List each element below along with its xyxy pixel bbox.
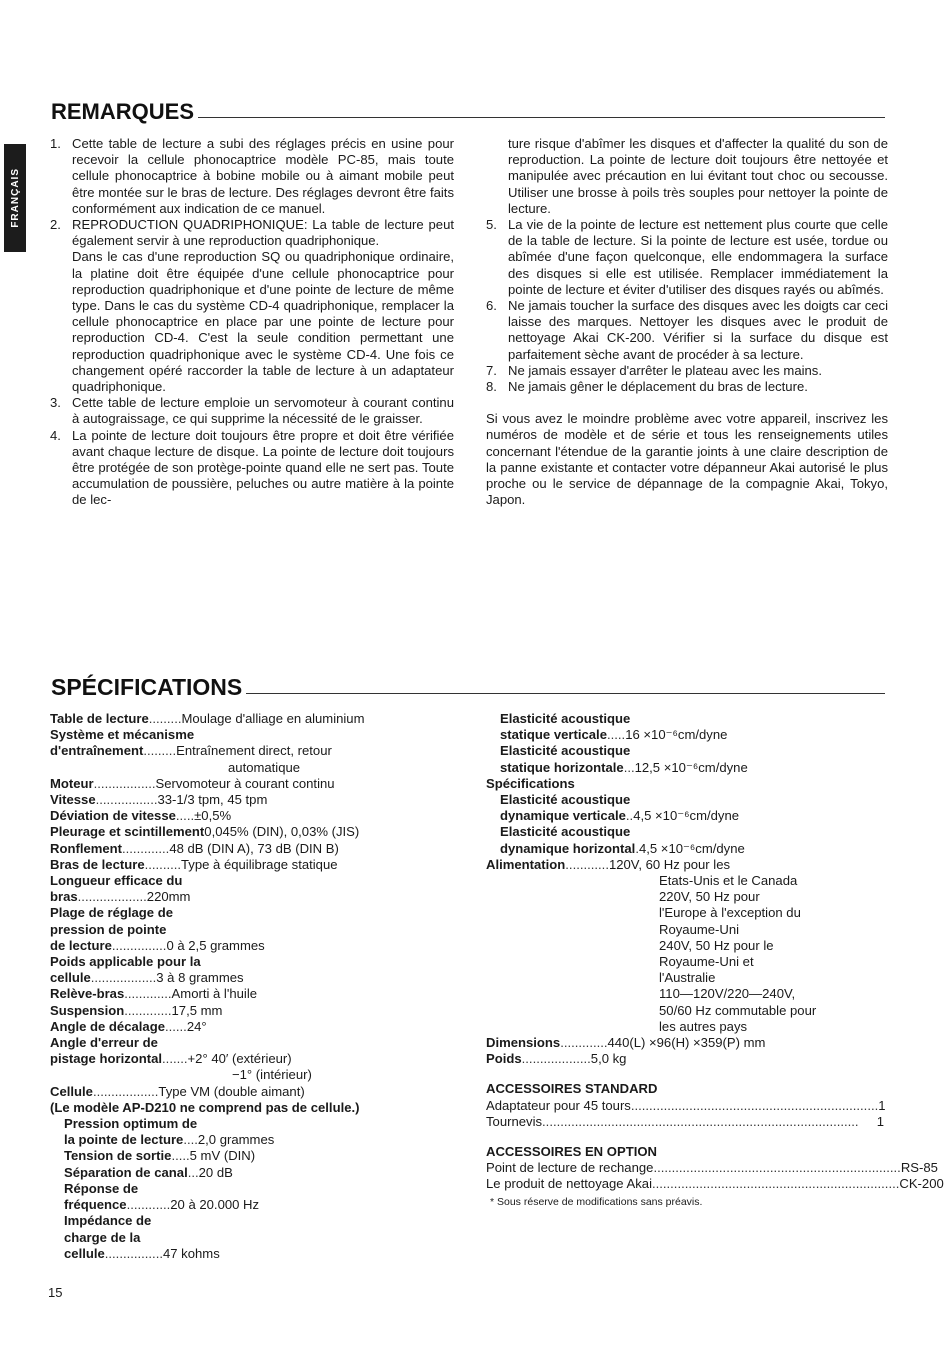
leader-dots: .................................................................... [651, 1176, 900, 1192]
spec-label: Elasticité acoustique [500, 743, 631, 759]
spec-value: automatique [228, 759, 301, 775]
remark-item [50, 136, 454, 217]
spec-row [50, 1148, 450, 1164]
spec-row [486, 824, 890, 840]
leader-dots: .................................................................... [630, 1097, 879, 1113]
spec-row [50, 776, 450, 792]
leader-dots: ... [187, 1164, 199, 1180]
spec-value: Etats-Unis et le Canada [659, 873, 798, 889]
spec-row [50, 857, 450, 873]
remark-continuation: ture risque d'abîmer les disques et d'affecter la qualité du son de reproduction. La pointe de lecture doit toujours être nettoyée et manipulée avec précaution en lui évitant tout choc ou secousse. Utiliser une brosse à poils très souples pour nettoyer la pointe de lecture. [508, 136, 888, 216]
spec-value: 12,5 ×10⁻⁶cm/dyne [634, 759, 748, 775]
spec-value: 0 à 2,5 grammes [166, 937, 265, 953]
specifications-title: SPÉCIFICATIONS [51, 674, 243, 700]
spec-row [486, 1019, 890, 1035]
spec-row [50, 922, 450, 938]
spec-row [50, 1181, 450, 1197]
spec-label: Suspension [50, 1002, 125, 1018]
spec-row [486, 727, 890, 743]
spec-value: Royaume-Uni et [659, 954, 754, 970]
warranty-note: Si vous avez le moindre problème avec votre appareil, inscrivez les numéros de modèle et de série et tous les renseignements utiles concernant l'étendue de la garantie joints à une claire description de la panne existante et contacter votre dépanneur Akai autorisé le plus proche ou le service de dépannage de la compagnie Akai, Tokyo, Japon. [486, 411, 888, 508]
spec-label: pression de pointe [50, 921, 167, 937]
spec-value: Type VM (double aimant) [158, 1083, 305, 1099]
spec-row [50, 1230, 450, 1246]
spec-value: 4,5 ×10⁻⁶cm/dyne [638, 840, 745, 856]
spec-row [50, 711, 450, 727]
spec-label: Bras de lecture [50, 856, 145, 872]
remark-text: Ne jamais toucher la surface des disques avec les doigts car ceci laisse des marques. Nettoyer les disques avec le produit de nettoyage Akai CK-200. Vérifier si la surface du disque est parfaitement sèche avant de procéder à sa lecture. [508, 298, 888, 362]
remarques-title: REMARQUES [51, 99, 195, 124]
spec-value: Type à équilibrage statique [181, 856, 338, 872]
spec-row [486, 1003, 890, 1019]
spec-note: (Le modèle AP-D210 ne comprend pas de cellule.) [50, 1099, 360, 1115]
spec-label: Angle de décalage [50, 1018, 165, 1034]
remark-continuation: Dans le cas d'une reproduction SQ ou quadriphonique ordinaire, la platine doit être équipée d'une cellule phonocaptrice pour reproduction quadriphonique et d'une pointe de lecture de même type. Dans le cas du système CD-4 quadriphonique, remplacer la cellule phonocaptrice en place par une pointe de lecture pour reproduction CD-4. C'est la seule condition permettant une reproduction quadriphonique avec le système CD-4. Une fois ce changement opéré raccorder la table de lecture à un adaptateur quadriphonique. [72, 249, 454, 395]
remark-item [486, 298, 888, 363]
accessory-value: 1 [876, 1113, 884, 1129]
accessory-value: CK-200 [899, 1176, 944, 1192]
spec-row [50, 1019, 450, 1035]
accessory-label: Adaptateur pour 45 tours [486, 1097, 631, 1113]
spec-row [50, 970, 450, 986]
spec-row [50, 1067, 450, 1083]
spec-row [50, 954, 450, 970]
leader-dots: .................. [90, 970, 157, 986]
leader-dots: ................... [77, 889, 147, 905]
spec-label: Impédance de [64, 1213, 152, 1229]
spec-label: la pointe de lecture [64, 1132, 184, 1148]
spec-row [50, 889, 450, 905]
spec-row [50, 1132, 450, 1148]
remark-number: 2. [50, 217, 61, 233]
remark-text: Cette table de lecture a subi des réglages précis en usine pour recevoir la cellule phonocaptrice modèle PC-85, mais toute cellule phonocaptrice à bobine mobile ou à aimant mobile peut être montée sur le bras de lecture. Des réglages devront être faits conformément aux indication de ce manuel. [72, 136, 454, 216]
spec-label: Poids applicable pour la [50, 954, 201, 970]
remark-item [486, 363, 888, 379]
spec-label: Système et mécanisme [50, 727, 195, 743]
remark-item [486, 379, 888, 395]
spec-label: Angle d'erreur de [50, 1035, 158, 1051]
spec-label: cellule [50, 970, 91, 986]
spec-value: 16 ×10⁻⁶cm/dyne [625, 727, 728, 743]
spec-row [486, 808, 890, 824]
spec-row [486, 938, 890, 954]
accessory-row [486, 1114, 884, 1130]
footnote: * Sous réserve de modifications sans préavis. [490, 1195, 703, 1208]
leader-dots: ................. [95, 792, 158, 808]
spec-value: 5,0 kg [590, 1051, 627, 1067]
leader-dots: ......... [143, 743, 177, 759]
leader-dots: ..... [606, 727, 626, 743]
leader-dots: ..... [175, 808, 195, 824]
spec-label: Plage de réglage de [50, 905, 173, 921]
spec-label: statique verticale [500, 727, 607, 743]
remark-number: 4. [50, 427, 61, 443]
spec-row [486, 857, 890, 873]
remark-number: 5. [486, 217, 497, 233]
spec-row [486, 970, 890, 986]
spec-value: 20 dB [198, 1164, 233, 1180]
remark-item [486, 217, 888, 298]
remark-number: 1. [50, 136, 61, 151]
spec-label: Séparation de canal [64, 1164, 188, 1180]
leader-dots: .. [625, 808, 634, 824]
spec-value: 2,0 grammes [197, 1132, 275, 1148]
spec-value: 5 mV (DIN) [189, 1148, 256, 1164]
leader-dots: ............. [124, 986, 172, 1002]
spec-row [486, 743, 890, 759]
accessory-label: Tournevis [486, 1113, 543, 1129]
spec-value: −1° (intérieur) [232, 1067, 312, 1083]
leader-dots: ............. [122, 840, 170, 856]
spec-label: Elasticité acoustique [500, 792, 631, 808]
spec-row [50, 743, 450, 759]
leader-dots: ......... [148, 711, 182, 726]
spec-value: 50/60 Hz commutable pour [659, 1002, 817, 1018]
spec-row [50, 792, 450, 808]
spec-value: 33-1/3 tpm, 45 tpm [157, 792, 268, 808]
spec-label: bras [50, 889, 78, 905]
spec-label: Table de lecture [50, 711, 149, 726]
accessory-row [486, 1176, 944, 1192]
specifications-column-right [486, 711, 944, 1210]
spec-label: Vitesse [50, 792, 96, 808]
standard-accessories-title: ACCESSOIRES STANDARD [486, 1081, 658, 1097]
spec-label: Dimensions [486, 1035, 561, 1051]
spec-row [50, 841, 450, 857]
spec-label: Relève-bras [50, 986, 125, 1002]
spec-label: de lecture [50, 937, 112, 953]
spec-row [486, 905, 890, 921]
spec-label: d'entraînement [50, 743, 144, 759]
leader-dots: ............ [126, 1197, 171, 1213]
spec-value: 20 à 20.000 Hz [170, 1197, 260, 1213]
spec-value: 440(L) ×96(H) ×359(P) mm [607, 1035, 766, 1051]
spec-value: +2° 40′ (extérieur) [187, 1051, 292, 1067]
remarques-column-left [50, 136, 454, 509]
accessory-label: Point de lecture de rechange [486, 1160, 654, 1176]
spec-row [50, 905, 450, 921]
leader-dots: .......... [144, 856, 182, 872]
remark-number: 7. [486, 362, 497, 378]
spec-value: l'Australie [659, 970, 716, 986]
leader-dots: ....... [162, 1051, 188, 1067]
spec-row [50, 1035, 450, 1051]
spec-value: 47 kohms [162, 1245, 220, 1261]
remark-text: Ne jamais gêner le déplacement du bras de lecture. [508, 379, 808, 395]
remark-text: Cette table de lecture emploie un servomoteur à courant continu à autograissage, ce qui supprime la nécessité de le graisser. [72, 395, 454, 427]
spec-value: 17,5 mm [171, 1002, 223, 1018]
remark-number: 6. [486, 298, 497, 314]
remark-text: La vie de la pointe de lecture est nettement plus courte que celle de la table de lecture. Si la pointe de lecture est usée, tordue ou abîmée d'une façon quelconque, elle endommagera la surface des disques si elle est utilisée. Remplacer immédiatement la pointe de lecture et éviter d'utiliser des disques rayés ou abîmés. [508, 217, 888, 297]
spec-label: Poids [486, 1051, 522, 1067]
spec-row [486, 889, 890, 905]
spec-value: 24° [186, 1018, 207, 1034]
spec-label: Ronflement [50, 840, 123, 856]
spec-row [50, 1246, 450, 1262]
page-number: 15 [48, 1285, 63, 1300]
spec-value: Moulage d'alliage en aluminium [181, 711, 365, 726]
spec-label: Tension de sortie [64, 1148, 172, 1164]
leader-dots: ................... [521, 1051, 591, 1067]
remarques-heading [51, 101, 885, 123]
spec-row [50, 1116, 450, 1132]
spec-label: Moteur [50, 775, 94, 791]
spec-label: Déviation de vitesse [50, 808, 176, 824]
spec-label: Alimentation [486, 856, 566, 872]
remark-text: Ne jamais essayer d'arrêter le plateau avec les mains. [508, 362, 822, 378]
spec-label: Elasticité acoustique [500, 824, 631, 840]
spec-value: Amorti à l'huile [171, 986, 258, 1002]
spec-value: 0,045% (DIN), 0,03% (JIS) [204, 824, 360, 840]
remark-text: La pointe de lecture doit toujours être propre et doit être vérifiée avant chaque lecture de disque. La pointe de lecture doit toujours être protégée de son protège-pointe quand elle ne sert pas. Toute accumulation de poussière, peluches ou autre matière à la pointe de lec- [72, 427, 454, 508]
specifications-heading [51, 676, 885, 699]
spec-row [50, 1051, 450, 1067]
remarques-column-right [486, 136, 888, 508]
spec-label: statique horizontale [500, 759, 624, 775]
spec-label: Spécifications [486, 775, 575, 791]
spec-row [50, 1165, 450, 1181]
spec-label: Pression optimum de [64, 1116, 198, 1132]
heading-rule [246, 693, 885, 694]
spec-row [50, 986, 450, 1002]
spec-row [50, 760, 450, 776]
spec-row [486, 841, 890, 857]
spec-row [50, 1197, 450, 1213]
spec-value: ±0,5% [194, 808, 232, 824]
spec-value: 48 dB (DIN A), 73 dB (DIN B) [169, 840, 339, 856]
spec-value: 240V, 50 Hz pour le [659, 937, 774, 953]
spec-row [50, 727, 450, 743]
spec-label: dynamique verticale [500, 808, 626, 824]
spec-value: Royaume-Uni [659, 921, 740, 937]
accessory-value: RS-85 [900, 1160, 938, 1176]
spec-value: 4,5 ×10⁻⁶cm/dyne [633, 808, 740, 824]
spec-label: pistage horizontal [50, 1051, 163, 1067]
remark-number: 8. [486, 379, 497, 395]
spec-row [50, 873, 450, 889]
spec-label: Elasticité acoustique [500, 711, 631, 726]
spec-value: 110—120V/220—240V, [659, 986, 796, 1002]
leader-dots: ............. [560, 1035, 608, 1051]
leader-dots: .... [183, 1132, 198, 1148]
spec-value: l'Europe à l'exception du [659, 905, 801, 921]
spec-label: Pleurage et scintillement [50, 824, 205, 840]
leader-dots: ... [623, 759, 635, 775]
accessory-value: 1 [878, 1097, 886, 1113]
optional-accessories-title: ACCESSOIRES EN OPTION [486, 1144, 657, 1160]
spec-row [486, 1035, 890, 1051]
spec-label: charge de la [64, 1229, 141, 1245]
leader-dots: ................ [104, 1245, 163, 1261]
leader-dots: ............. [124, 1002, 172, 1018]
leader-dots: ...... [164, 1018, 187, 1034]
spec-row [50, 1003, 450, 1019]
leader-dots: ................. [93, 775, 156, 791]
spec-value: 3 à 8 grammes [156, 970, 244, 986]
leader-dots: ....................................................................................... [542, 1113, 859, 1129]
spec-value: les autres pays [659, 1018, 748, 1034]
language-tab [4, 144, 26, 252]
specifications-column-left [50, 711, 450, 1262]
spec-row [50, 1213, 450, 1229]
accessory-label: Le produit de nettoyage Akai [486, 1176, 652, 1192]
spec-label: Réponse de [64, 1180, 139, 1196]
leader-dots: . [635, 840, 639, 856]
spec-value: 220mm [146, 889, 191, 905]
spec-value: Servomoteur à courant continu [155, 775, 335, 791]
spec-row [486, 792, 890, 808]
spec-label: Longueur efficace du [50, 873, 183, 889]
remark-item [50, 395, 454, 427]
accessory-row [486, 1160, 938, 1176]
spec-row [50, 1084, 450, 1100]
spec-label: cellule [64, 1245, 105, 1261]
spec-label: Cellule [50, 1083, 93, 1099]
spec-row [486, 760, 890, 776]
remark-item [50, 217, 454, 249]
spec-row [486, 986, 890, 1002]
leader-dots: .................................................................... [653, 1160, 901, 1176]
spec-row [486, 922, 890, 938]
remark-item [50, 428, 454, 509]
spec-row [486, 954, 890, 970]
spec-row [486, 776, 890, 792]
spec-row [486, 1051, 890, 1067]
leader-dots: ..... [171, 1148, 190, 1164]
spec-row [486, 873, 890, 889]
spec-row [486, 711, 890, 727]
spec-value: 120V, 60 Hz pour les [608, 856, 731, 872]
accessory-row [486, 1098, 884, 1114]
spec-row [50, 938, 450, 954]
spec-value: 220V, 50 Hz pour [659, 889, 760, 905]
leader-dots: .................. [92, 1083, 159, 1099]
leader-dots: ............ [565, 856, 609, 872]
spec-label: dynamique horizontal [500, 840, 636, 856]
language-tab-label: FRANÇAIS [9, 168, 21, 228]
remark-number: 3. [50, 395, 61, 411]
spec-row [50, 808, 450, 824]
spec-label: fréquence [64, 1197, 127, 1213]
spec-value: Entraînement direct, retour [176, 743, 332, 759]
spec-row [50, 824, 450, 840]
heading-rule [198, 117, 885, 118]
leader-dots: ............... [111, 937, 167, 953]
remark-text: REPRODUCTION QUADRIPHONIQUE: La table de lecture peut également servir à une reproduction quadriphonique. [72, 217, 454, 249]
